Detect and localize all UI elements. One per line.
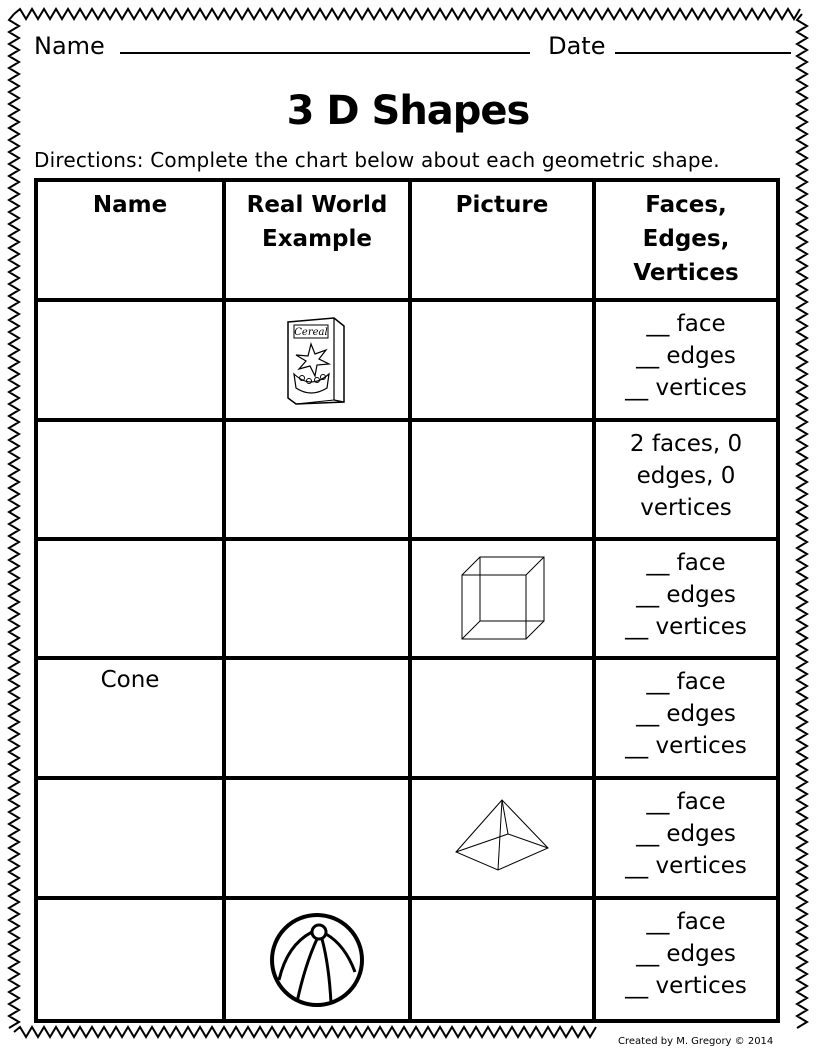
table-row <box>36 539 778 658</box>
border-bottom <box>14 1027 596 1037</box>
column-header-fev: Faces, Edges, Vertices <box>594 180 778 300</box>
real-world-cell[interactable] <box>224 898 410 1021</box>
name-cell[interactable] <box>36 778 224 898</box>
name-field[interactable] <box>120 30 530 54</box>
counts-cell[interactable]: __ face __ edges __ vertices <box>594 778 778 898</box>
name-cell[interactable] <box>36 658 224 778</box>
beach-ball-icon <box>267 910 367 1010</box>
counts-cell[interactable]: 2 faces, 0 edges, 0 vertices <box>594 420 778 539</box>
name-cell[interactable] <box>36 420 224 539</box>
picture-cell[interactable] <box>410 658 594 778</box>
real-world-cell[interactable] <box>224 658 410 778</box>
column-header-picture: Picture <box>410 180 594 300</box>
picture-cell[interactable] <box>410 539 594 658</box>
column-header-real-world: Real World Example <box>224 180 410 300</box>
cereal-text: Cereal <box>294 327 328 338</box>
cube-icon <box>456 553 548 645</box>
name-label: Name <box>34 32 105 60</box>
real-world-cell[interactable] <box>224 778 410 898</box>
table-row <box>36 778 778 898</box>
column-header-name: Name <box>36 180 224 300</box>
shape-name-cone: Cone <box>100 667 160 693</box>
counts-cell[interactable]: __ face __ edges __ vertices <box>594 539 778 658</box>
cereal-box-icon <box>282 314 352 406</box>
table-row <box>36 658 778 778</box>
name-cell[interactable] <box>36 539 224 658</box>
credit-text: Created by M. Gregory © 2014 <box>618 1036 774 1047</box>
header-line <box>34 30 791 60</box>
pyramid-icon <box>452 796 552 876</box>
name-cell[interactable] <box>36 898 224 1021</box>
picture-cell[interactable] <box>410 898 594 1021</box>
picture-cell[interactable] <box>410 300 594 420</box>
date-label: Date <box>548 32 606 60</box>
border-top <box>14 9 800 19</box>
picture-cell[interactable] <box>410 420 594 539</box>
date-field[interactable] <box>615 30 791 54</box>
real-world-cell[interactable] <box>224 300 410 420</box>
real-world-cell[interactable] <box>224 420 410 539</box>
directions-text: Directions: Complete the chart below about each geometric shape. <box>34 148 720 172</box>
table-header-row <box>36 180 778 300</box>
real-world-cell[interactable] <box>224 539 410 658</box>
shapes-chart <box>34 178 780 1023</box>
counts-cell[interactable]: __ face __ edges __ vertices <box>594 658 778 778</box>
border-right <box>797 14 807 1028</box>
table-row <box>36 300 778 420</box>
counts-cell[interactable]: __ face __ edges __ vertices <box>594 300 778 420</box>
table-row <box>36 898 778 1021</box>
table-row <box>36 420 778 539</box>
counts-cell[interactable]: __ face __ edges __ vertices <box>594 898 778 1021</box>
name-cell[interactable] <box>36 300 224 420</box>
page-title: 3 D Shapes <box>286 88 530 134</box>
picture-cell[interactable] <box>410 778 594 898</box>
border-left <box>9 14 19 1028</box>
